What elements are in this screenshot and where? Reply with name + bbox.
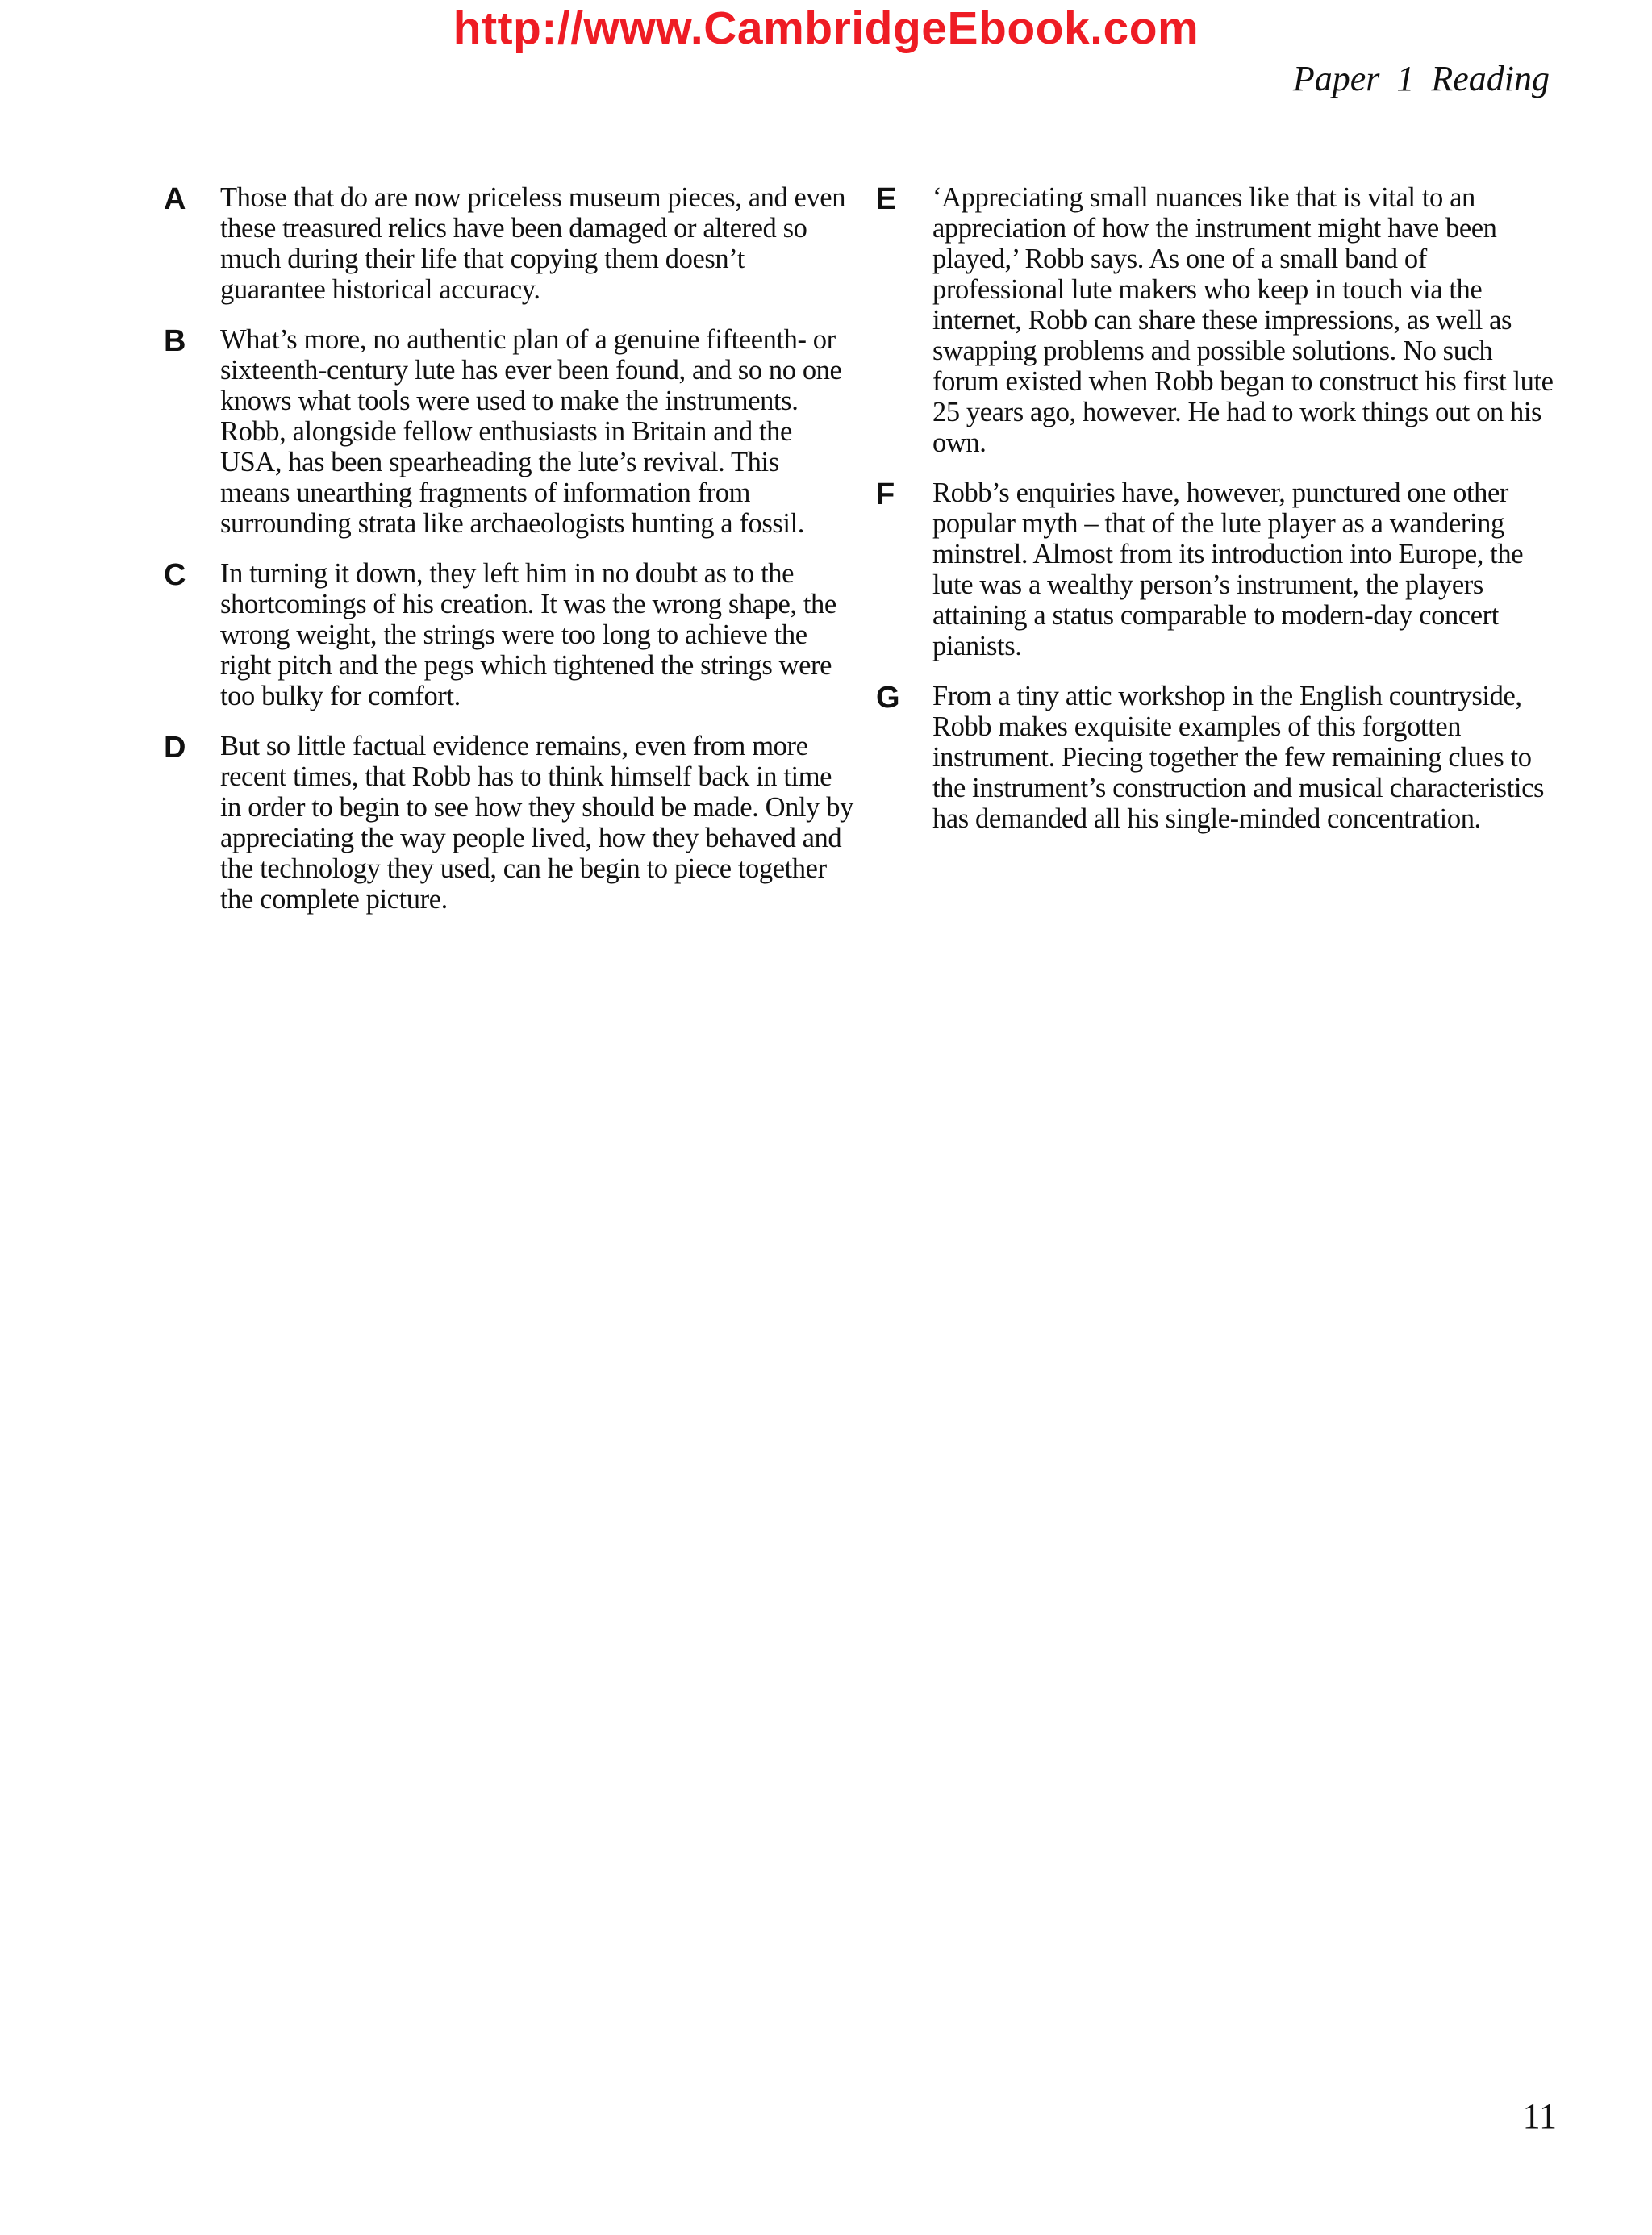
paragraph-d [164, 731, 853, 915]
paragraph-letter: C [164, 558, 186, 592]
page-number: 11 [1522, 2096, 1557, 2136]
paragraph-text: But so little factual evidence remains, even from more recent times, that Robb has to think himself back in time in order to begin to see how they should be made. Only by appreciating the way people lived, how they behaved and the technology they used, can he begin to piece together the complete picture. [220, 731, 853, 915]
paragraph-text: From a tiny attic workshop in the English countryside, Robb makes exquisite examples of this forgotten instrument. Piecing together the few remaining clues to the instrument’s construction and musical characteristics has demanded all his single-minded concentration. [932, 681, 1545, 834]
running-head: Paper 1 Reading [1292, 59, 1550, 98]
paragraph-letter: A [164, 182, 186, 216]
paragraph-e [876, 182, 1558, 458]
left-column [164, 182, 853, 934]
paragraph-text: Those that do are now priceless museum pieces, and even these treasured relics have been damaged or altered so much during their life that copying them doesn’t guarantee historical accuracy. [220, 182, 846, 305]
paragraph-letter: E [876, 182, 897, 216]
paragraph-text: ‘Appreciating small nuances like that is vital to an appreciation of how the instrument might have been played,’ Robb says. As one of a small band of professional lute makers who keep in touch via the internet, Robb can share these impressions, as well as swapping problems and possible solutions. No such forum existed when Robb began to construct his first lute 25 years ago, however. He had to work things out on his own. [932, 182, 1554, 458]
paragraph-g [876, 681, 1558, 834]
paragraph-text: In turning it down, they left him in no doubt as to the shortcomings of his creation. It was the wrong shape, the wrong weight, the strings were too long to achieve the right pitch and the pegs which tightened the strings were too bulky for comfort. [220, 558, 836, 711]
paragraph-letter: B [164, 324, 186, 358]
paragraph-text: Robb’s enquiries have, however, punctured one other popular myth – that of the lute player as a wandering minstrel. Almost from its introduction into Europe, the lute was a wealthy person’s instrument, the players attaining a status comparable to modern-day concert pianists. [932, 477, 1524, 661]
paragraph-c [164, 558, 853, 711]
right-column [876, 182, 1558, 853]
paragraph-letter: D [164, 731, 186, 765]
paragraph-letter: G [876, 681, 900, 715]
watermark-url: http://www.CambridgeEbook.com [453, 2, 1199, 54]
paragraph-text: What’s more, no authentic plan of a genuine fifteenth- or sixteenth-century lute has ever been found, and so no one knows what tools were used to make the instruments. Robb, alongside fellow enthusiasts in Britain and the USA, has been spearheading the lute’s revival. This means unearthing fragments of information from surrounding strata like archaeologists hunting a fossil. [220, 324, 842, 539]
paragraph-f [876, 477, 1558, 661]
paragraph-letter: F [876, 477, 895, 511]
paragraph-a [164, 182, 853, 305]
paragraph-b [164, 324, 853, 539]
